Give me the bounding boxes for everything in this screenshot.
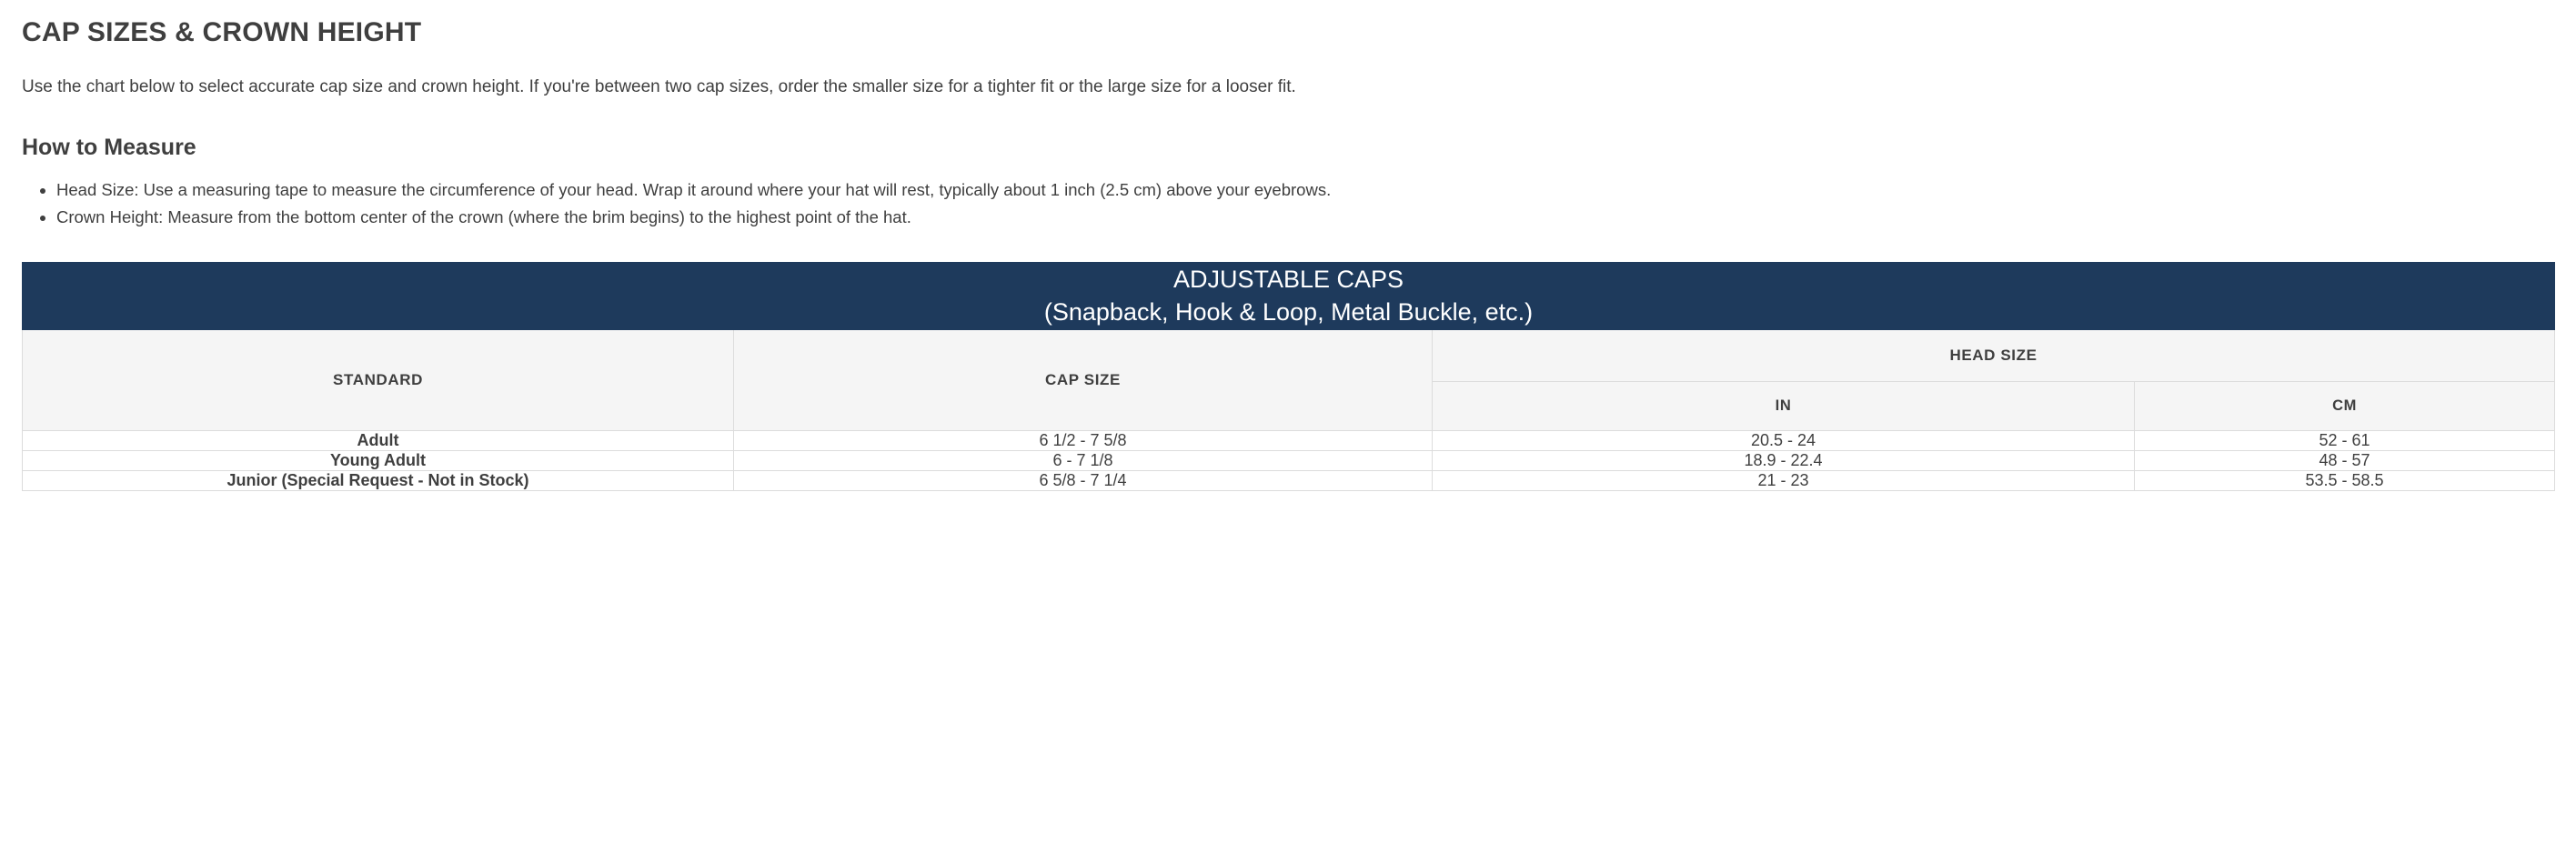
column-header-head-size-in: IN xyxy=(1433,381,2135,430)
column-header-head-size-cm: CM xyxy=(2135,381,2555,430)
row-standard: Young Adult xyxy=(23,450,734,470)
table-banner xyxy=(23,262,2555,329)
row-head-size-cm: 53.5 - 58.5 xyxy=(2135,470,2555,490)
column-header-standard: STANDARD xyxy=(23,329,734,430)
table-header-row-primary xyxy=(23,329,2555,381)
list-item: • Head Size: Use a measuring tape to measure the circumference of your head. Wrap it around where your hat will rest, typically about 1 inch (2.5 cm) above your eyebrows. xyxy=(56,177,2554,204)
banner-title: ADJUSTABLE CAPS xyxy=(1172,265,1404,293)
page-title: CAP SIZES & CROWN HEIGHT xyxy=(22,17,422,47)
table-row xyxy=(23,430,2555,450)
row-head-size-in: 18.9 - 22.4 xyxy=(1433,450,2135,470)
row-head-size-in: 20.5 - 24 xyxy=(1433,430,2135,450)
row-cap-size: 6 5/8 - 7 1/4 xyxy=(734,470,1433,490)
table-banner-row xyxy=(23,262,2555,329)
how-to-measure-heading: How to Measure xyxy=(22,134,196,160)
row-standard: Junior (Special Request - Not in Stock) xyxy=(23,470,734,490)
column-header-head-size: HEAD SIZE xyxy=(1433,329,2555,381)
row-cap-size: 6 - 7 1/8 xyxy=(734,450,1433,470)
size-chart-page xyxy=(0,16,2576,491)
row-standard: Adult xyxy=(23,430,734,450)
banner-subtitle: (Snapback, Hook & Loop, Metal Buckle, etc.) xyxy=(1043,298,1534,327)
intro-paragraph: Use the chart below to select accurate cap size and crown height. If you're between two cap sizes, order the smaller size for a tighter fit or the large size for a looser fit. xyxy=(22,77,1296,96)
list-item: • Crown Height: Measure from the bottom center of the crown (where the brim begins) to the highest point of the hat. xyxy=(56,205,2554,231)
row-head-size-cm: 48 - 57 xyxy=(2135,450,2555,470)
table-row xyxy=(23,450,2555,470)
column-header-cap-size: CAP SIZE xyxy=(734,329,1433,430)
table-row xyxy=(23,470,2555,490)
row-head-size-cm: 52 - 61 xyxy=(2135,430,2555,450)
row-cap-size: 6 1/2 - 7 5/8 xyxy=(734,430,1433,450)
cap-size-table xyxy=(22,262,2555,491)
how-to-measure-list xyxy=(22,177,2554,231)
row-head-size-in: 21 - 23 xyxy=(1433,470,2135,490)
